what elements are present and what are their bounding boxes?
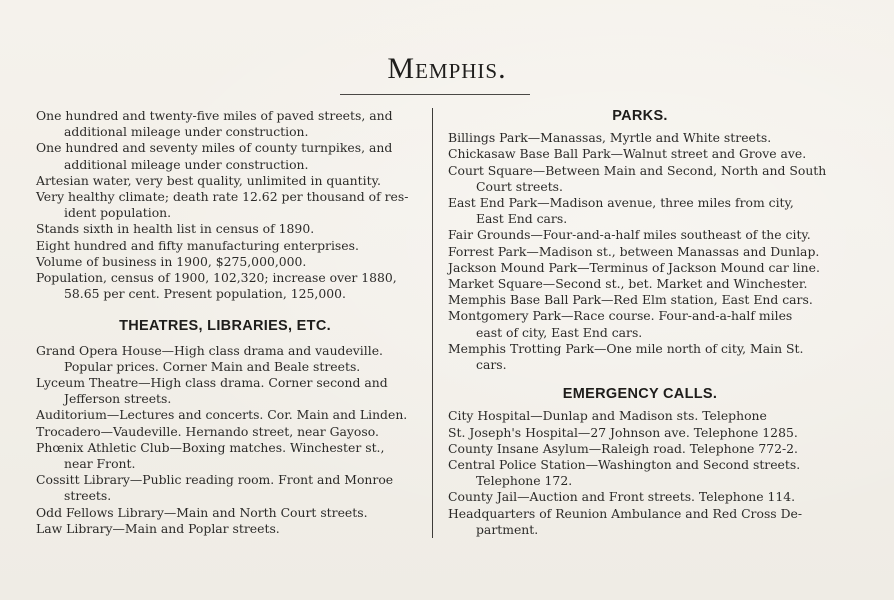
- fact-line-continued: ident population.: [64, 205, 172, 221]
- fact-line: Artesian water, very best quality, unlimited in quantity.: [36, 172, 381, 188]
- item-line: Odd Fellows Library—Main and North Court streets.: [36, 504, 368, 520]
- list-item: [448, 260, 832, 276]
- item-line: Chickasaw Base Ball Park—Walnut street and Grove ave.: [448, 146, 807, 162]
- fact-item: [36, 140, 414, 172]
- fact-line-continued: additional mileage under construction.: [64, 156, 309, 172]
- item-line: Trocadero—Vaudeville. Hernando street, near Gayoso.: [36, 423, 379, 439]
- item-line: Jackson Mound Park—Terminus of Jackson Mound car line.: [448, 259, 820, 275]
- emergency-list: [448, 408, 832, 538]
- fact-item: [36, 173, 414, 189]
- list-item: [448, 308, 832, 340]
- fact-line-continued: additional mileage under construction.: [64, 124, 309, 140]
- item-line-continued: streets.: [64, 488, 112, 504]
- parks-list: [448, 130, 832, 373]
- item-line: Lyceum Theatre—High class drama. Corner second and: [36, 375, 388, 391]
- item-line: Central Police Station—Washington and Second streets.: [448, 457, 801, 473]
- item-line: Phœnix Athletic Club—Boxing matches. Winchester st.,: [36, 439, 385, 455]
- item-line: Grand Opera House—High class drama and vaudeville.: [36, 342, 383, 358]
- fact-item: [36, 254, 414, 270]
- fact-line: One hundred and twenty-five miles of paved streets, and: [36, 108, 393, 123]
- item-line-continued: east of city, East End cars.: [476, 324, 643, 340]
- fact-item: [36, 270, 414, 302]
- item-line-continued: partment.: [476, 521, 539, 537]
- list-item: [448, 130, 832, 146]
- fact-line-continued: 58.65 per cent. Present population, 125,000.: [64, 286, 346, 302]
- right-column: [448, 108, 832, 538]
- item-line-continued: cars.: [476, 357, 507, 373]
- item-line: Cossitt Library—Public reading room. Front and Monroe: [36, 472, 394, 488]
- list-item: [448, 489, 832, 505]
- item-line-continued: Court streets.: [476, 178, 563, 194]
- item-line-continued: near Front.: [64, 456, 136, 472]
- fact-line: Volume of business in 1900, $275,000,000.: [36, 253, 307, 269]
- list-item: [448, 163, 832, 195]
- column-divider: [432, 108, 433, 538]
- fact-item: [36, 108, 414, 140]
- parks-heading: PARKS.: [612, 108, 668, 124]
- emergency-heading: EMERGENCY CALLS.: [562, 386, 718, 403]
- theatres-list: [36, 343, 414, 537]
- item-line: Memphis Trotting Park—One mile north of city, Main St.: [448, 340, 804, 356]
- item-line: East End Park—Madison avenue, three miles from city,: [448, 195, 794, 211]
- fact-line: Eight hundred and fifty manufacturing enterprises.: [36, 237, 359, 253]
- list-item: [36, 424, 414, 440]
- list-item: [448, 244, 832, 260]
- list-item: [448, 506, 832, 538]
- list-item: [448, 341, 832, 373]
- item-line: Law Library—Main and Poplar streets.: [36, 520, 280, 536]
- list-item: [36, 440, 414, 472]
- item-line: Auditorium—Lectures and concerts. Cor. Main and Linden.: [36, 407, 408, 423]
- title-rule: [340, 94, 530, 95]
- fact-item: [36, 221, 414, 237]
- item-line: Headquarters of Reunion Ambulance and Red Cross De-: [448, 505, 803, 521]
- page-title: Memphis.: [387, 52, 507, 85]
- list-item: [448, 292, 832, 308]
- item-line: City Hospital—Dunlap and Madison sts. Telephone: [448, 408, 767, 424]
- list-item: [448, 457, 832, 489]
- item-line: Montgomery Park—Race course. Four-and-a-half miles: [448, 308, 793, 324]
- list-item: [448, 227, 832, 243]
- item-line-continued: Telephone 172.: [476, 473, 573, 489]
- list-item: [36, 375, 414, 407]
- list-item: [448, 146, 832, 162]
- theatres-heading: THEATRES, LIBRARIES, ETC.: [119, 318, 331, 335]
- item-line: Court Square—Between Main and Second, North and South: [448, 162, 827, 178]
- item-line: St. Joseph's Hospital—27 Johnson ave. Telephone 1285.: [448, 424, 798, 440]
- item-line: Billings Park—Manassas, Myrtle and White streets.: [448, 130, 772, 146]
- fact-line: Population, census of 1900, 102,320; increase over 1880,: [36, 270, 397, 286]
- item-line: Memphis Base Ball Park—Red Elm station, East End cars.: [448, 292, 813, 308]
- item-line: County Insane Asylum—Raleigh road. Telephone 772-2.: [448, 440, 798, 456]
- item-line-continued: Jefferson streets.: [64, 391, 172, 407]
- list-item: [36, 505, 414, 521]
- fact-item: [36, 238, 414, 254]
- fact-item: [36, 189, 414, 221]
- facts-list: [36, 108, 414, 302]
- fact-line: Very healthy climate; death rate 12.62 per thousand of res-: [36, 189, 409, 205]
- list-item: [36, 472, 414, 504]
- item-line: Market Square—Second st., bet. Market and Winchester.: [448, 276, 808, 292]
- item-line: County Jail—Auction and Front streets. Telephone 114.: [448, 489, 796, 505]
- item-line: Forrest Park—Madison st., between Manassas and Dunlap.: [448, 243, 820, 259]
- left-column: [36, 108, 414, 537]
- list-item: [448, 195, 832, 227]
- list-item: [36, 521, 414, 537]
- list-item: [448, 425, 832, 441]
- item-line-continued: East End cars.: [476, 211, 568, 227]
- fact-line: Stands sixth in health list in census of 1890.: [36, 221, 315, 237]
- fact-line: One hundred and seventy miles of county turnpikes, and: [36, 140, 393, 156]
- item-line: Fair Grounds—Four-and-a-half miles southeast of the city.: [448, 227, 811, 243]
- list-item: [448, 441, 832, 457]
- list-item: [448, 408, 832, 424]
- item-line-continued: Popular prices. Corner Main and Beale streets.: [64, 358, 361, 374]
- list-item: [448, 276, 832, 292]
- list-item: [36, 407, 414, 423]
- list-item: [36, 343, 414, 375]
